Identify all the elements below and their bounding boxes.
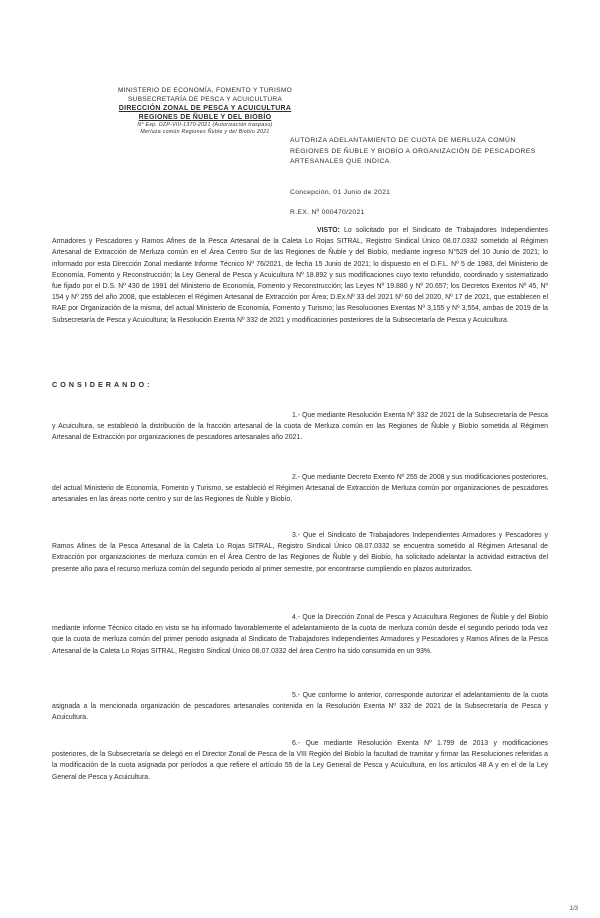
visto-text: Lo solicitado por el Sindicato de Trabajadores Independientes Armadores y Pescadores y Ramos Afines de la Pesca Artesanal de la Caleta Lo Rojas SITRAL, Registro Sindical Único 08.07.0332 sometido al Régimen Artesanal de Extracción de Merluza común en el Área Centro Sur de las Regiones de Ñuble y del Biobío, mediante ingreso N°529 del 10 Junio de 2021; lo informado por esta Dirección Zonal mediante Informe Técnico Nº 76/2021, de fecha 15 Junio de 2021; lo dispuesto en el D.F.L. Nº 5 de 1983, del Ministerio de Economía, Fomento y Reconstrucción; la Ley General de Pesca y Acuicultura Nº 18.892 y sus modificaciones cuyo texto refundido, coordinado y sistematizado fue fijado por el D.S. Nº 430 de 1991 del Ministerio de Economía, Fomento y Reconstrucción; las Leyes Nº 19.880 y Nº 20.657; los Decretos Exentos Nº 45, Nº 154 y Nº 255 del año 2008, que establecen el Régimen Artesanal de Extracción por Área; D.Ex.Nº 33 del 2021 Nº 60 del 2020, Nº 17 de 2021, que establecen el RAE por Organización de la misma, del actual Ministerio de Economía, Fomento y Turismo; las Resoluciones Exentas Nº 3,155 y Nº 3,554, ambas de 2019 de la Subsecretaría de Pesca y Acuicultura; la Resolución Exenta Nº 332 de 2021 y modificaciones posteriores de la Subsecretaría de Pesca y Acuicultura.	[52, 227, 548, 324]
page-number: 1/3	[569, 906, 578, 912]
considerando-2: 2.- Que mediante Decreto Exento Nº 255 de 2008 y sus modificaciones posteriores, del actual Ministerio de Economía, Fomento y Turismo, se estableció el Régimen Artesanal de Extracción de Merluza común por organizaciones de pescadores artesanales en las áreas norte centro y sur de las Regiones de Ñuble y Biobío.	[52, 474, 548, 504]
resolution-number: R.EX. Nº 000470/2021	[290, 209, 365, 216]
header-directorate: DIRECCIÓN ZONAL DE PESCA Y ACUICULTURA	[118, 105, 292, 112]
header-file-subject: Merluza común Regiones Ñuble y del Biobío 2021	[140, 129, 270, 135]
resolution-subject: AUTORIZA ADELANTAMIENTO DE CUOTA DE MERLUZA COMÚN REGIONES DE ÑUBLE Y BIOBÍO A ORGANIZACIÓN DE PESCADORES ARTESANALES QUE INDICA.	[290, 137, 536, 165]
considerando-3: 3.- Que el Sindicato de Trabajadores Independientes Armadores y Pescadores y Ramos Afines de la Pesca Artesanal de la Caleta Lo Rojas SITRAL, Registro Sindical Único 08.07.0332 se encuentra sometido al Régimen Artesanal de Extracción por organizaciones de merluza común en el Área Centro de las Regiones de Ñuble y del Biobío, ha solicitado adelantar la actividad extractiva del presente año para el recurso merluza común del segundo periodo al primer semestre, por encontrarse cumpliendo en plazos autorizados.	[52, 532, 548, 573]
header-subsecretariat: SUBSECRETARÍA DE PESCA Y ACUICULTURA	[127, 96, 283, 103]
considerando-6: 6.- Que mediante Resolución Exenta Nº 1.799 de 2013 y modificaciones posteriores, de la Subsecretaría se delegó en el Director Zonal de Pesca de la VIII Región del Biobío la facultad de tramitar y firmar las Resoluciones referidas a la modificación de la cuota asignada por períodos a que refiere el artículo 55 de la Ley General de Pesca y Acuicultura, en los artículos 48 A y en el de la Ley General de Pesca y Acuicultura.	[52, 740, 548, 781]
issuer-header	[80, 86, 330, 136]
considerando-heading: CONSIDERANDO:	[52, 380, 153, 389]
place-date: Concepción, 01 Junio de 2021	[290, 189, 391, 196]
considerando-1: 1.- Que mediante Resolución Exenta Nº 332 de 2021 de la Subsecretaría de Pesca y Acuicultura, se estableció la distribución de la fracción artesanal de la cuota de Merluza común en las Regiones de Ñuble y Biobío sometida al Régimen Artesanal de Extracción por organizaciones de pescadores artesanales año 2021.	[52, 412, 548, 442]
visto-label: VISTO:	[317, 227, 340, 234]
visto-paragraph	[52, 225, 548, 326]
header-file-number: N° Exp. DZP-VIII-1370-2021 (Autorización traspaso)	[137, 122, 273, 128]
considerando-5: 5.- Que conforme lo anterior, corresponde autorizar el adelantamiento de la cuota asignada a la mencionada organización de pescadores artesanales contenida en la Resolución Exenta Nº 332 de 2021 de la Subsecretaría de Pesca y Acuicultura.	[52, 692, 548, 722]
considerando-4: 4.- Que la Dirección Zonal de Pesca y Acuicultura Regiones de Ñuble y del Biobío mediante informe Técnico citado en visto se ha informado favorablemente el adelantamiento de la cuota de merluza común desde el segundo periodo toda vez que la cuota de merluza común del primer periodo asignada al Sindicato de Trabajadores Independientes Armadores y Pescadores y Ramos Afines de la Pesca Artesanal de la Caleta Lo Rojas SITRAL, Registro Sindical Único 08.07.0332 del área Centro ha sido consumida en un 93%.	[52, 614, 548, 655]
header-ministry: MINISTERIO DE ECONOMÍA, FOMENTO Y TURISMO	[117, 87, 293, 94]
header-regions: REGIONES DE ÑUBLE Y DEL BIOBÍO	[138, 114, 272, 121]
